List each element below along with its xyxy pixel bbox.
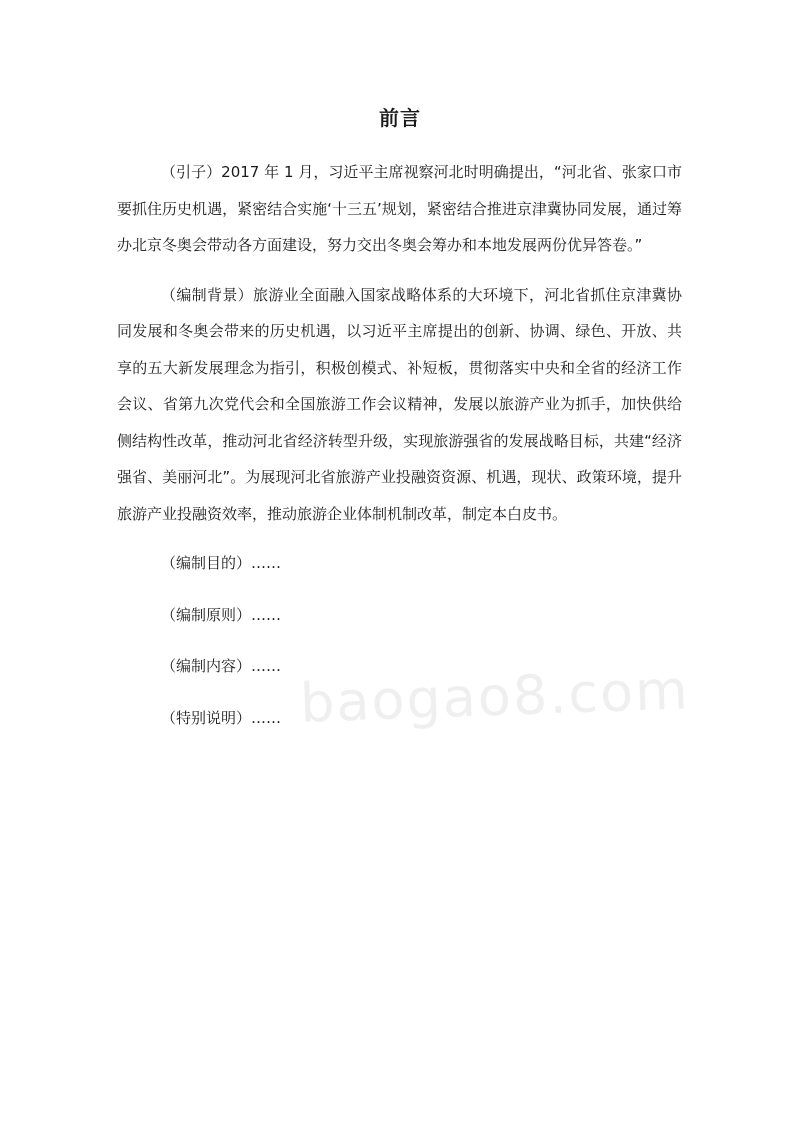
section-purpose: （编制目的）…… (161, 554, 282, 572)
paragraph-intro: （引子）2017 年 1 月，习近平主席视察河北时明确提出，“河北省、张家口市要抓住历史机遇，紧密结合实施‘十三五’规划，紧密结合推进京津冀协同发展，通过筹办北京冬奥会带动各方面建设，努力交出冬奥会筹办和本地发展两份优异答卷。” (117, 163, 682, 254)
watermark: baogao8.com (299, 658, 691, 735)
section-contents: （编制内容）…… (161, 657, 282, 675)
section-notes: （特别说明）…… (161, 708, 282, 727)
page-title: 前言 (379, 106, 421, 130)
section-principles: （编制原则）…… (161, 605, 282, 624)
paragraph-background: （编制背景）旅游业全面融入国家战略体系的大环境下，河北省抓住京津冀协同发展和冬奥会带来的历史机遇，以习近平主席提出的创新、协调、绿色、开放、共享的五大新发展理念为指引，积极创模式、补短板，贯彻落实中央和全省的经济工作会议、省第九次党代会和全国旅游工作会议精神，发展以旅游产业为抓手，加快供给侧结构性改革，推动河北省经济转型升级，实现旅游强省的发展战略目标，共建“经济强省、美丽河北”。为展现河北省旅游产业投融资资源、机遇，现状、政策环境，提升旅游产业投融资效率，推动旅游企业体制机制改革，制定本白皮书。 (117, 285, 682, 523)
